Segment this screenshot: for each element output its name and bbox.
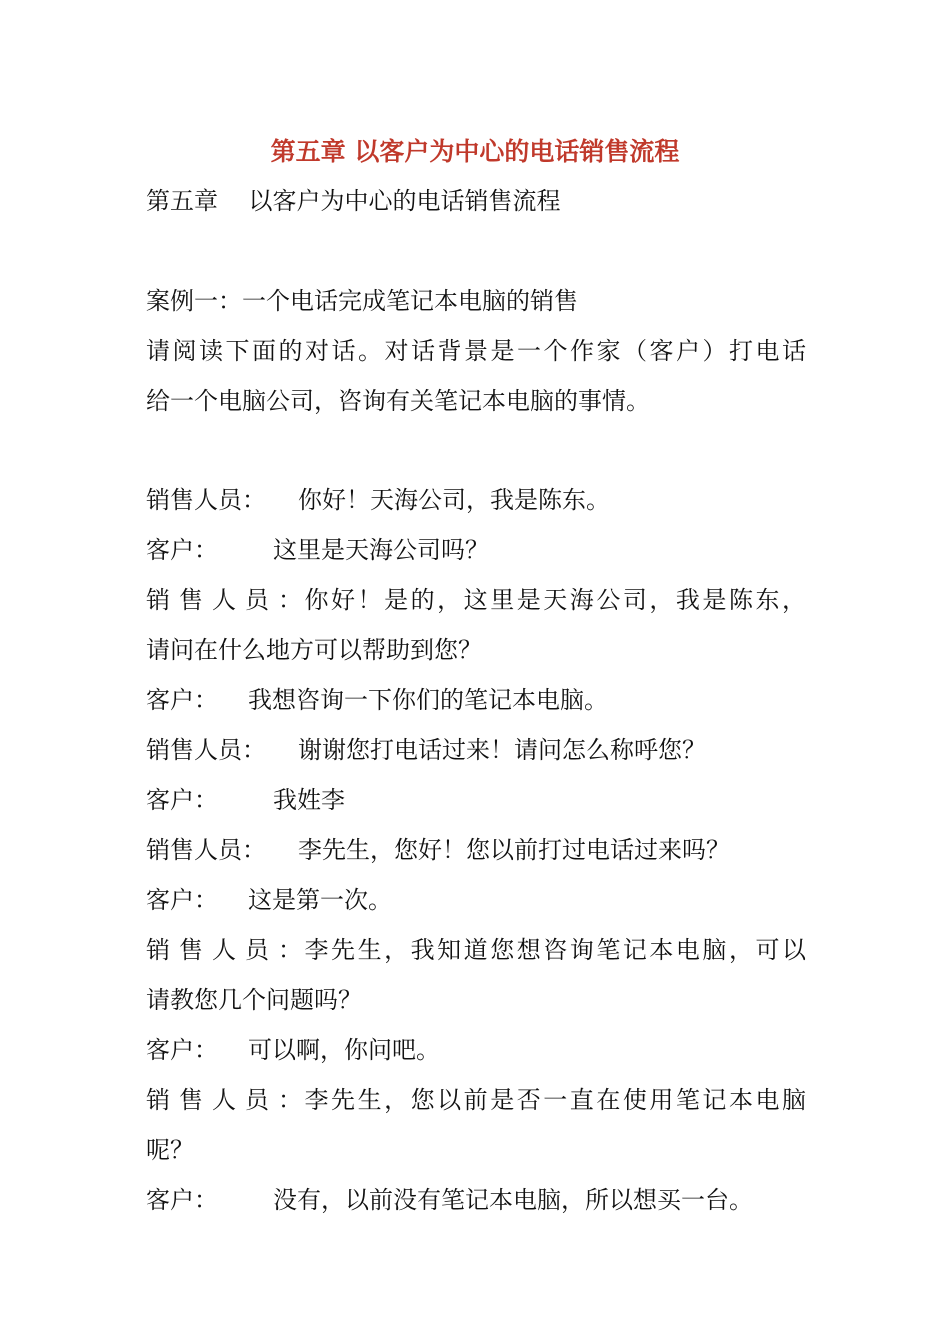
dialogue-text: 李先生，您好！您以前打过电话过来吗？ [298,836,730,864]
dialogue-text: 呢？ [146,1136,194,1164]
dialogue-line [146,732,706,768]
speaker-label: 客户： [146,686,218,714]
dialogue-line [146,832,730,868]
dialogue-line [146,532,489,568]
dialogue-text: 这里是天海公司吗？ [273,536,489,564]
dialogue-line [146,682,608,718]
dialogue-text: 李先生，我知道您想咨询笔记本电脑，可以 [302,936,806,964]
chapter-heading: 第五章 以客户为中心的电话销售流程 [146,187,561,215]
intro-paragraph-line-1: 请阅读下面的对话。对话背景是一个作家（客户）打电话 [146,337,806,365]
dialogue-text: 我姓李 [273,786,345,814]
dialogue-line [146,1182,753,1218]
speaker-label: 销售人员： [146,836,266,864]
dialogue-line [146,882,392,918]
dialogue-text: 谢谢您打电话过来！请问怎么称呼您？ [298,736,706,764]
dialogue-line [146,782,345,818]
speaker-label: 客户： [146,536,218,564]
dialogue-text: 没有，以前没有笔记本电脑，所以想买一台。 [273,1186,753,1214]
dialogue-line [146,1082,806,1118]
speaker-label: 销售人员： [146,486,266,514]
speaker-label: 客户： [146,786,218,814]
dialogue-text: 请教您几个问题吗？ [146,986,362,1014]
speaker-label: 客户： [146,886,218,914]
dialogue-text: 我想咨询一下你们的笔记本电脑。 [248,686,608,714]
speaker-label: 客户： [146,1036,218,1064]
intro-paragraph-line-2: 给一个电脑公司，咨询有关笔记本电脑的事情。 [146,387,650,415]
dialogue-text: 请问在什么地方可以帮助到您？ [146,636,482,664]
dialogue-text: 这是第一次。 [248,886,392,914]
speaker-label: 客户： [146,1186,218,1214]
dialogue-line [146,1132,194,1168]
dialogue-text: 李先生，您以前是否一直在使用笔记本电脑 [302,1086,806,1114]
speaker-label: 销售人员： [146,586,302,614]
dialogue-line [146,582,806,618]
case-heading: 案例一：一个电话完成笔记本电脑的销售 [146,287,578,315]
dialogue-line [146,632,482,668]
speaker-label: 销售人员： [146,1086,302,1114]
dialogue-text: 你好！是的，这里是天海公司，我是陈东， [302,586,806,614]
speaker-label: 销售人员： [146,736,266,764]
dialogue-line [146,482,610,518]
speaker-label: 销售人员： [146,936,302,964]
document-title: 第五章 以客户为中心的电话销售流程 [270,137,680,166]
dialogue-line [146,982,362,1018]
dialogue-text: 你好！天海公司，我是陈东。 [298,486,610,514]
dialogue-line [146,932,806,968]
dialogue-line [146,1032,440,1068]
dialogue-text: 可以啊，你问吧。 [248,1036,440,1064]
